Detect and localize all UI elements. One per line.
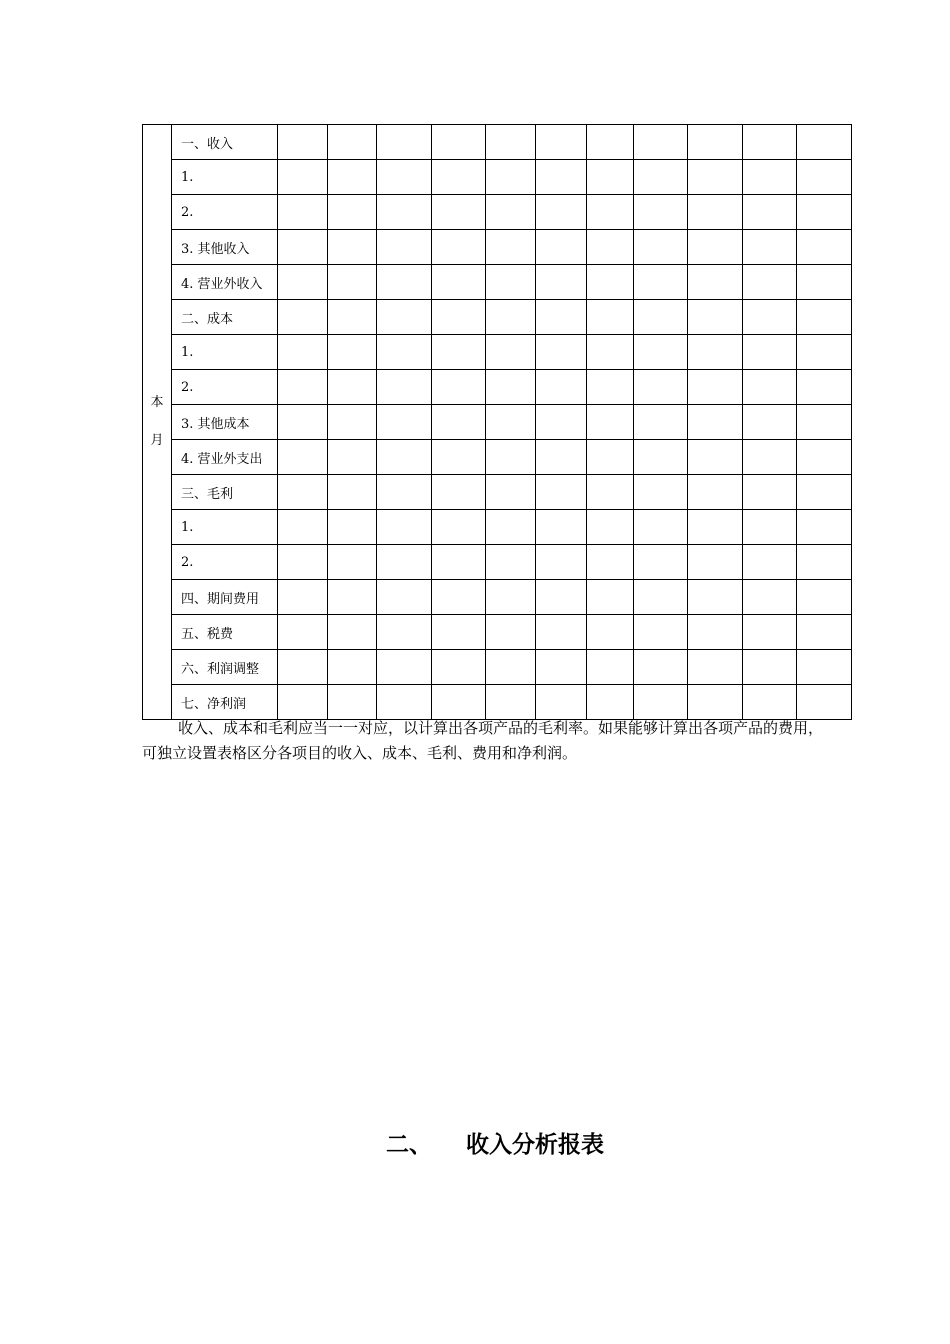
data-cell[interactable] — [743, 545, 797, 580]
data-cell[interactable] — [587, 475, 634, 510]
data-cell[interactable] — [377, 125, 432, 160]
data-cell[interactable] — [688, 195, 743, 230]
data-cell[interactable] — [486, 545, 536, 580]
table-row — [143, 475, 852, 510]
data-cell[interactable] — [587, 230, 634, 265]
data-cell[interactable] — [634, 440, 688, 475]
period-label-char: 月 — [150, 433, 164, 448]
table-row — [143, 125, 852, 160]
data-cell[interactable] — [634, 650, 688, 685]
data-cell[interactable] — [486, 475, 536, 510]
data-cell[interactable] — [432, 370, 486, 405]
data-cell[interactable] — [797, 300, 852, 335]
row-label: 四、期间费用 — [172, 580, 278, 615]
data-cell[interactable] — [587, 545, 634, 580]
row-label: 2. — [172, 545, 278, 580]
data-cell[interactable] — [688, 685, 743, 720]
data-cell[interactable] — [377, 685, 432, 720]
data-cell[interactable] — [278, 335, 328, 370]
data-cell[interactable] — [536, 335, 587, 370]
data-cell[interactable] — [377, 335, 432, 370]
data-cell[interactable] — [743, 405, 797, 440]
data-cell[interactable] — [743, 160, 797, 195]
data-cell[interactable] — [743, 265, 797, 300]
data-cell[interactable] — [432, 195, 486, 230]
data-cell[interactable] — [432, 300, 486, 335]
data-cell[interactable] — [486, 405, 536, 440]
data-cell[interactable] — [797, 510, 852, 545]
data-cell[interactable] — [688, 405, 743, 440]
data-cell[interactable] — [587, 510, 634, 545]
data-cell[interactable] — [536, 370, 587, 405]
row-label: 1. — [172, 510, 278, 545]
data-cell[interactable] — [688, 335, 743, 370]
data-cell[interactable] — [797, 405, 852, 440]
data-cell[interactable] — [536, 685, 587, 720]
data-cell[interactable] — [688, 545, 743, 580]
data-cell[interactable] — [688, 440, 743, 475]
data-cell[interactable] — [377, 300, 432, 335]
table-row — [143, 335, 852, 370]
data-cell[interactable] — [486, 580, 536, 615]
row-label: 五、税费 — [172, 615, 278, 650]
data-cell[interactable] — [743, 370, 797, 405]
data-cell[interactable] — [486, 440, 536, 475]
data-cell[interactable] — [328, 440, 377, 475]
row-label: 七、净利润 — [172, 685, 278, 720]
data-cell[interactable] — [634, 510, 688, 545]
data-cell[interactable] — [536, 265, 587, 300]
data-cell[interactable] — [587, 685, 634, 720]
table-row — [143, 370, 852, 405]
data-cell[interactable] — [536, 650, 587, 685]
data-cell[interactable] — [328, 300, 377, 335]
data-cell[interactable] — [797, 160, 852, 195]
data-cell[interactable] — [688, 475, 743, 510]
data-cell[interactable] — [634, 230, 688, 265]
data-cell[interactable] — [634, 160, 688, 195]
data-cell[interactable] — [486, 650, 536, 685]
data-cell[interactable] — [328, 370, 377, 405]
data-cell[interactable] — [536, 160, 587, 195]
data-cell[interactable] — [536, 440, 587, 475]
data-cell[interactable] — [486, 370, 536, 405]
row-label: 1. — [172, 160, 278, 195]
data-cell[interactable] — [486, 195, 536, 230]
data-cell[interactable] — [278, 125, 328, 160]
section-number: 二、 — [386, 1132, 432, 1158]
data-cell[interactable] — [587, 195, 634, 230]
row-label: 一、收入 — [172, 125, 278, 160]
table-row — [143, 510, 852, 545]
table-row — [143, 545, 852, 580]
explanatory-note: 收入、成本和毛利应当一一对应，以计算出各项产品的毛利率。如果能够计算出各项产品的费用，可独立设置表格区分各项目的收入、成本、毛利、费用和净利润。 — [142, 719, 824, 762]
data-cell[interactable] — [688, 300, 743, 335]
data-cell[interactable] — [743, 440, 797, 475]
data-cell[interactable] — [486, 300, 536, 335]
data-cell[interactable] — [377, 510, 432, 545]
data-cell[interactable] — [377, 405, 432, 440]
data-cell[interactable] — [797, 335, 852, 370]
data-cell[interactable] — [278, 545, 328, 580]
row-label: 1. — [172, 335, 278, 370]
data-cell[interactable] — [634, 685, 688, 720]
data-cell[interactable] — [328, 335, 377, 370]
data-cell[interactable] — [688, 615, 743, 650]
data-cell[interactable] — [743, 230, 797, 265]
data-cell[interactable] — [328, 475, 377, 510]
data-cell[interactable] — [688, 125, 743, 160]
data-cell[interactable] — [278, 300, 328, 335]
data-cell[interactable] — [634, 265, 688, 300]
data-cell[interactable] — [587, 370, 634, 405]
data-cell[interactable] — [432, 335, 486, 370]
data-cell[interactable] — [536, 405, 587, 440]
data-cell[interactable] — [432, 615, 486, 650]
data-cell[interactable] — [536, 475, 587, 510]
data-cell[interactable] — [797, 230, 852, 265]
data-cell[interactable] — [278, 370, 328, 405]
profit-report-table — [142, 124, 852, 720]
data-cell[interactable] — [536, 195, 587, 230]
table-row — [143, 615, 852, 650]
data-cell[interactable] — [634, 300, 688, 335]
row-label: 3. 其他成本 — [172, 405, 278, 440]
data-cell[interactable] — [743, 125, 797, 160]
period-cell — [143, 125, 172, 720]
data-cell[interactable] — [634, 615, 688, 650]
data-cell[interactable] — [377, 160, 432, 195]
table-row — [143, 685, 852, 720]
data-cell[interactable] — [377, 370, 432, 405]
data-cell[interactable] — [377, 440, 432, 475]
data-cell[interactable] — [587, 580, 634, 615]
row-label: 2. — [172, 370, 278, 405]
data-cell[interactable] — [743, 685, 797, 720]
data-cell[interactable] — [536, 615, 587, 650]
data-cell[interactable] — [377, 580, 432, 615]
data-cell[interactable] — [536, 545, 587, 580]
data-cell[interactable] — [688, 580, 743, 615]
row-label: 4. 营业外收入 — [172, 265, 278, 300]
data-cell[interactable] — [486, 335, 536, 370]
period-label-char: 本 — [150, 395, 164, 410]
data-cell[interactable] — [328, 615, 377, 650]
data-cell[interactable] — [587, 300, 634, 335]
table-row — [143, 195, 852, 230]
row-label: 4. 营业外支出 — [172, 440, 278, 475]
data-cell[interactable] — [377, 650, 432, 685]
data-cell[interactable] — [688, 230, 743, 265]
data-cell[interactable] — [328, 160, 377, 195]
row-label: 六、利润调整 — [172, 650, 278, 685]
data-cell[interactable] — [278, 510, 328, 545]
data-cell[interactable] — [278, 230, 328, 265]
data-cell[interactable] — [688, 510, 743, 545]
table-body — [143, 125, 852, 720]
data-cell[interactable] — [797, 685, 852, 720]
row-label: 三、毛利 — [172, 475, 278, 510]
data-cell[interactable] — [377, 475, 432, 510]
data-cell[interactable] — [328, 195, 377, 230]
data-cell[interactable] — [634, 545, 688, 580]
data-cell[interactable] — [328, 125, 377, 160]
table-row — [143, 650, 852, 685]
data-cell[interactable] — [797, 615, 852, 650]
data-cell[interactable] — [688, 650, 743, 685]
data-cell[interactable] — [328, 405, 377, 440]
data-cell[interactable] — [688, 160, 743, 195]
data-cell[interactable] — [634, 370, 688, 405]
data-cell[interactable] — [743, 195, 797, 230]
data-cell[interactable] — [536, 580, 587, 615]
row-label: 3. 其他收入 — [172, 230, 278, 265]
data-cell[interactable] — [486, 615, 536, 650]
data-cell[interactable] — [432, 580, 486, 615]
table-row — [143, 160, 852, 195]
data-cell[interactable] — [432, 405, 486, 440]
data-cell[interactable] — [432, 545, 486, 580]
data-cell[interactable] — [743, 580, 797, 615]
row-label: 二、成本 — [172, 300, 278, 335]
data-cell[interactable] — [328, 545, 377, 580]
data-cell[interactable] — [743, 615, 797, 650]
data-cell[interactable] — [328, 685, 377, 720]
data-cell[interactable] — [432, 685, 486, 720]
data-cell[interactable] — [688, 370, 743, 405]
data-cell[interactable] — [432, 440, 486, 475]
data-cell[interactable] — [278, 685, 328, 720]
data-cell[interactable] — [486, 160, 536, 195]
data-cell[interactable] — [743, 510, 797, 545]
data-cell[interactable] — [278, 475, 328, 510]
table-row — [143, 440, 852, 475]
data-cell[interactable] — [432, 475, 486, 510]
data-cell[interactable] — [587, 160, 634, 195]
data-cell[interactable] — [797, 545, 852, 580]
data-cell[interactable] — [587, 335, 634, 370]
data-cell[interactable] — [587, 615, 634, 650]
data-cell[interactable] — [688, 265, 743, 300]
data-cell[interactable] — [432, 650, 486, 685]
data-cell[interactable] — [377, 230, 432, 265]
data-cell[interactable] — [536, 510, 587, 545]
data-cell[interactable] — [278, 440, 328, 475]
table-row — [143, 265, 852, 300]
data-cell[interactable] — [634, 125, 688, 160]
data-cell[interactable] — [587, 405, 634, 440]
data-cell[interactable] — [278, 265, 328, 300]
data-cell[interactable] — [743, 475, 797, 510]
data-cell[interactable] — [377, 195, 432, 230]
data-cell[interactable] — [328, 650, 377, 685]
data-cell[interactable] — [432, 510, 486, 545]
data-cell[interactable] — [587, 265, 634, 300]
data-cell[interactable] — [743, 335, 797, 370]
row-label: 2. — [172, 195, 278, 230]
data-cell[interactable] — [634, 475, 688, 510]
data-cell[interactable] — [587, 650, 634, 685]
data-cell[interactable] — [634, 405, 688, 440]
table-row — [143, 580, 852, 615]
data-cell[interactable] — [278, 580, 328, 615]
data-cell[interactable] — [797, 440, 852, 475]
data-cell[interactable] — [486, 265, 536, 300]
data-cell[interactable] — [486, 125, 536, 160]
data-cell[interactable] — [486, 685, 536, 720]
data-cell[interactable] — [377, 545, 432, 580]
data-cell[interactable] — [328, 510, 377, 545]
data-cell[interactable] — [328, 230, 377, 265]
data-cell[interactable] — [797, 195, 852, 230]
data-cell[interactable] — [797, 125, 852, 160]
data-cell[interactable] — [797, 580, 852, 615]
data-cell[interactable] — [743, 650, 797, 685]
table-row — [143, 300, 852, 335]
data-cell[interactable] — [328, 265, 377, 300]
data-cell[interactable] — [432, 125, 486, 160]
table-row — [143, 405, 852, 440]
data-cell[interactable] — [278, 650, 328, 685]
data-cell[interactable] — [377, 265, 432, 300]
data-cell[interactable] — [536, 125, 587, 160]
section-heading — [386, 1126, 604, 1159]
data-cell[interactable] — [486, 230, 536, 265]
data-cell[interactable] — [587, 125, 634, 160]
table-row — [143, 230, 852, 265]
data-cell[interactable] — [797, 265, 852, 300]
data-cell[interactable] — [278, 615, 328, 650]
data-cell[interactable] — [587, 440, 634, 475]
data-cell[interactable] — [486, 510, 536, 545]
data-cell[interactable] — [797, 370, 852, 405]
data-cell[interactable] — [432, 230, 486, 265]
data-cell[interactable] — [634, 195, 688, 230]
data-cell[interactable] — [797, 650, 852, 685]
data-cell[interactable] — [278, 160, 328, 195]
data-cell[interactable] — [377, 615, 432, 650]
data-cell[interactable] — [634, 335, 688, 370]
data-cell[interactable] — [536, 230, 587, 265]
data-cell[interactable] — [432, 265, 486, 300]
data-cell[interactable] — [278, 195, 328, 230]
data-cell[interactable] — [634, 580, 688, 615]
data-cell[interactable] — [432, 160, 486, 195]
data-cell[interactable] — [743, 300, 797, 335]
data-cell[interactable] — [328, 580, 377, 615]
data-cell[interactable] — [797, 475, 852, 510]
data-cell[interactable] — [278, 405, 328, 440]
section-title-text: 收入分析报表 — [466, 1132, 604, 1158]
data-cell[interactable] — [536, 300, 587, 335]
